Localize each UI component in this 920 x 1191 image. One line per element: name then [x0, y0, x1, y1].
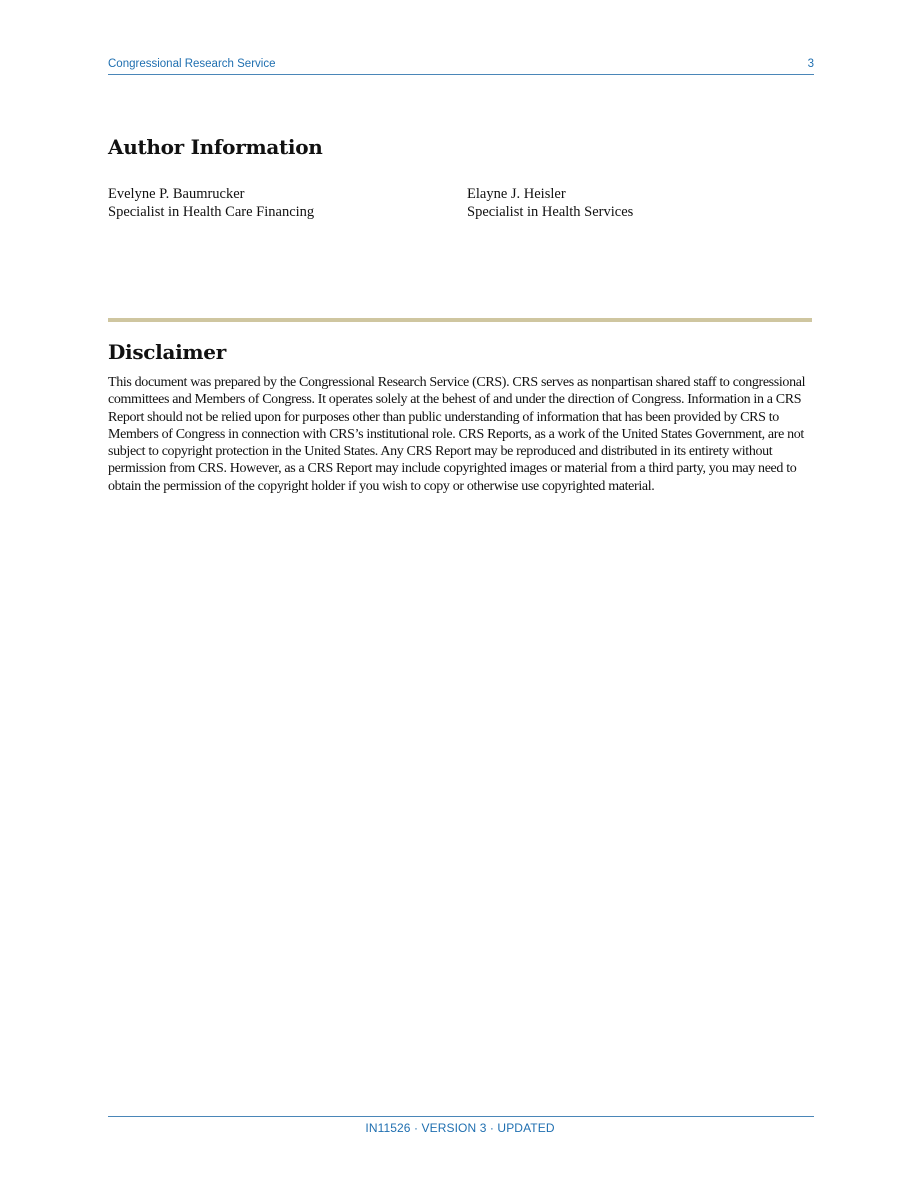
footer-report-id: IN11526 · VERSION 3 · UPDATED [365, 1121, 555, 1135]
author-block [108, 186, 314, 221]
author-name: Elayne J. Heisler [467, 186, 566, 202]
author-title: Specialist in Health Services [467, 203, 634, 220]
author-information-heading: Author Information [108, 135, 323, 159]
page-number: 3 [807, 58, 814, 70]
section-divider [108, 318, 812, 322]
author-name: Evelyne P. Baumrucker [108, 186, 245, 202]
header-title: Congressional Research Service [108, 58, 276, 70]
author-block [467, 186, 633, 221]
disclaimer-heading: Disclaimer [108, 340, 226, 364]
page-header [108, 58, 814, 75]
disclaimer-text: This document was prepared by the Congressional Research Service (CRS). CRS serves as nonpartisan shared staff to congressional committees and Members of Congress. It operates solely at the behest of and under the direction of Congress. Information in a CRS Report should not be relied upon for purposes other than public understanding of information that has been provided by CRS to Members of Congress in connection with CRS’s institutional role. CRS Reports, as a work of the United States Government, are not subject to copyright protection in the United States. Any CRS Report may be reproduced and distributed in its entirety without permission from CRS. However, as a CRS Report may include copyrighted images or material from a third party, you may need to obtain the permission of the copyright holder if you wish to copy or otherwise use copyrighted material. [108, 375, 806, 494]
author-title: Specialist in Health Care Financing [108, 203, 315, 220]
footer-divider [108, 1116, 814, 1117]
